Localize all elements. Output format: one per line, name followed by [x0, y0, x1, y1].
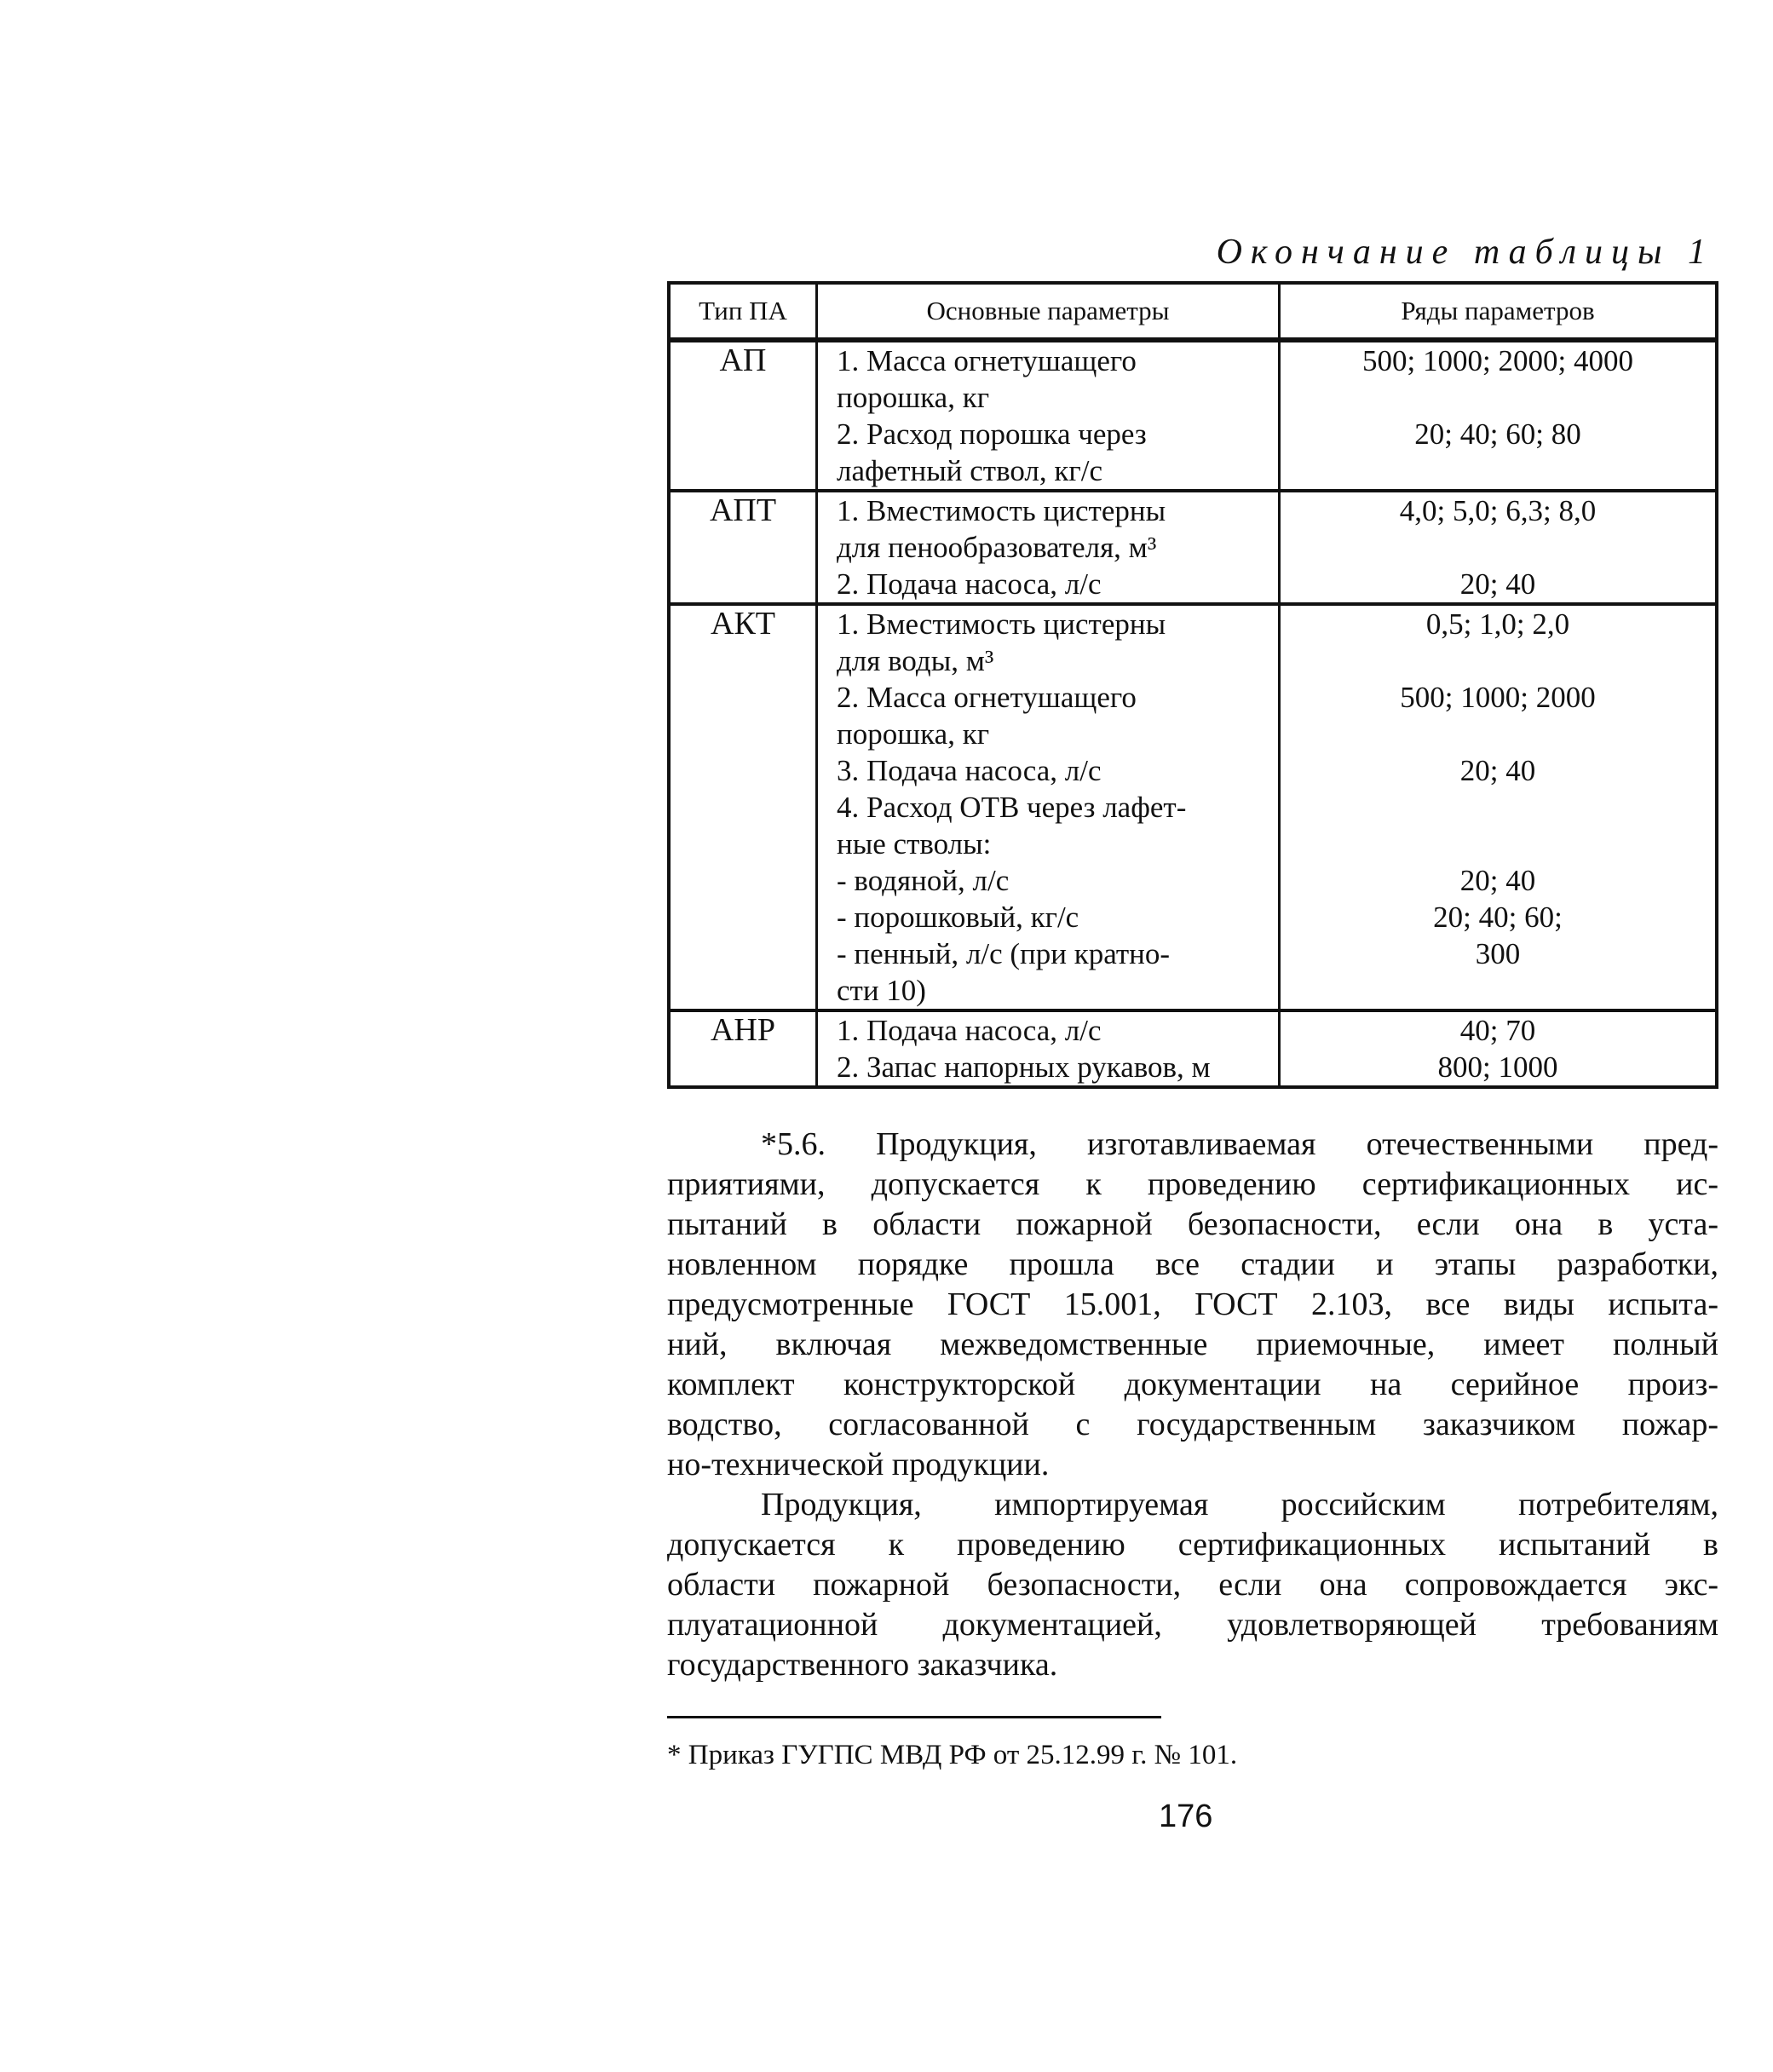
paragraph-import [667, 1485, 1718, 1685]
param-line: 2. Подача насоса, л/с [837, 567, 1102, 601]
value-line [1281, 716, 1715, 752]
page-number: 176 [1159, 1799, 1213, 1834]
header-param-series: Ряды параметров [1280, 283, 1718, 340]
paragraph-line: допускается к проведению сертификационных испытаний в [667, 1527, 1718, 1563]
param-line: порошка, кг [837, 381, 990, 414]
paragraph-line: области пожарной безопасности, если она сопровождается экс- [667, 1567, 1718, 1603]
param-line: - водяной, л/с [837, 864, 1010, 897]
value-line: 800; 1000 [1437, 1050, 1558, 1084]
value-line [1281, 642, 1715, 679]
param-line: - пенный, л/с (при кратно- [837, 937, 1171, 970]
param-line: 2. Расход порошка через [837, 417, 1147, 451]
value-line [1281, 379, 1715, 416]
parameters-table [667, 281, 1718, 1089]
value-line: 40; 70 [1459, 1014, 1536, 1047]
param-series-cell [1280, 604, 1718, 1010]
table-row [669, 604, 1717, 1010]
vehicle-type-cell: АПТ [669, 491, 817, 604]
value-line [1281, 789, 1715, 826]
vehicle-type-cell: АП [669, 340, 817, 491]
value-line [1281, 529, 1715, 566]
param-series-cell [1280, 340, 1718, 491]
paragraph-5-6 [667, 1125, 1718, 1485]
value-line: 20; 40 [1459, 864, 1536, 897]
value-line [1281, 826, 1715, 862]
paragraph-line: пытаний в области пожарной безопасности, если она в уста- [667, 1206, 1718, 1242]
header-type: Тип ПА [669, 283, 817, 340]
param-line: 1. Масса огнетушащего [837, 344, 1137, 377]
value-line: 20; 40; 60; 80 [1414, 417, 1581, 451]
table-row [669, 340, 1717, 491]
paragraph-line: государственного заказчика. [667, 1647, 1058, 1683]
table-caption: Окончание таблицы 1 [1216, 233, 1714, 272]
param-line: для пенообразователя, м³ [837, 531, 1157, 564]
paragraph-line: новленном порядке прошла все стадии и этапы разработки, [667, 1246, 1718, 1282]
table-row [669, 491, 1717, 604]
vehicle-type-cell: АНР [669, 1010, 817, 1087]
paragraph-line: комплект конструкторской документации на серийное произ- [667, 1367, 1718, 1402]
value-line: 20; 40 [1459, 754, 1536, 787]
table-row [669, 1010, 1717, 1087]
paragraph-line: Продукция, импортируемая российским потребителям, [761, 1487, 1718, 1522]
param-line: 4. Расход ОТВ через лафет- [837, 791, 1187, 824]
param-line: для воды, м³ [837, 644, 994, 677]
paragraph-line: плуатационной документацией, удовлетворяющей требованиям [667, 1607, 1718, 1643]
param-line: 2. Запас напорных рукавов, м [837, 1050, 1211, 1084]
param-line: 3. Подача насоса, л/с [837, 754, 1102, 787]
main-params-cell [817, 340, 1280, 491]
paragraph-line: но-технической продукции. [667, 1447, 1050, 1482]
header-main-params: Основные параметры [817, 283, 1280, 340]
paragraph-line: предусмотренные ГОСТ 15.001, ГОСТ 2.103, все виды испыта- [667, 1286, 1718, 1322]
value-line: 500; 1000; 2000; 4000 [1362, 344, 1633, 377]
footnote: * Приказ ГУГПС МВД РФ от 25.12.99 г. № 101. [667, 1740, 1238, 1770]
param-line: порошка, кг [837, 717, 990, 751]
value-line: 4,0; 5,0; 6,3; 8,0 [1399, 494, 1597, 527]
param-line: - порошковый, кг/с [837, 901, 1079, 934]
paragraph-line: *5.6. Продукция, изготавливаемая отечественными пред- [761, 1126, 1718, 1162]
main-params-cell [817, 604, 1280, 1010]
footnote-separator [667, 1716, 1161, 1718]
param-line: 2. Масса огнетушащего [837, 681, 1137, 714]
value-line: 500; 1000; 2000 [1400, 681, 1596, 714]
param-line: сти 10) [837, 974, 926, 1007]
param-line: 1. Вместимость цистерны [837, 607, 1166, 641]
main-params-cell [817, 1010, 1280, 1087]
paragraph-line: приятиями, допускается к проведению сертификационных ис- [667, 1166, 1718, 1202]
main-params-cell [817, 491, 1280, 604]
value-line [1281, 452, 1715, 489]
value-line: 20; 40 [1459, 567, 1536, 601]
table-header-row [669, 283, 1717, 340]
param-line: лафетный ствол, кг/с [837, 454, 1102, 487]
param-line: 1. Вместимость цистерны [837, 494, 1166, 527]
paragraph-line: водство, согласованной с государственным заказчиком пожар- [667, 1407, 1718, 1442]
paragraph-line: ний, включая межведомственные приемочные, имеет полный [667, 1327, 1718, 1362]
param-line: ные стволы: [837, 827, 992, 860]
param-series-cell [1280, 1010, 1718, 1087]
vehicle-type-cell: АКТ [669, 604, 817, 1010]
value-line [1281, 972, 1715, 1009]
param-line: 1. Подача насоса, л/с [837, 1014, 1102, 1047]
value-line: 300 [1475, 937, 1521, 970]
param-series-cell [1280, 491, 1718, 604]
value-line: 0,5; 1,0; 2,0 [1425, 607, 1570, 641]
value-line: 20; 40; 60; [1433, 901, 1563, 934]
